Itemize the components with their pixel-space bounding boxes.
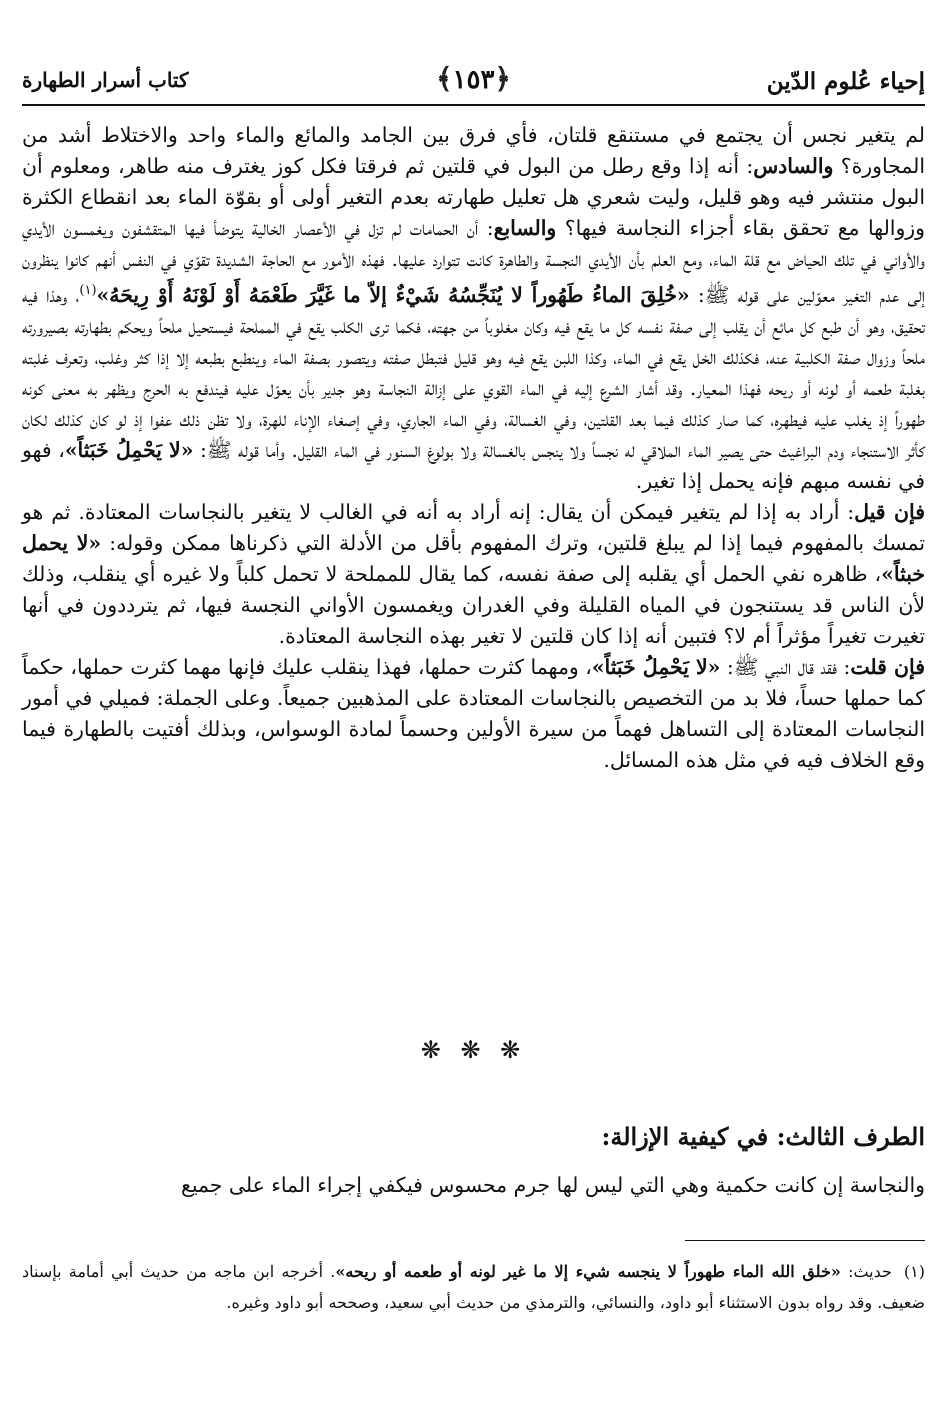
ornament-bracket-icon: ﴿ xyxy=(494,62,511,95)
hadith-quote: «خلق الله الماء طهوراً لا ينجسه شيء إلا ما غير لونه أو طعمه أو ريحه» xyxy=(335,1262,841,1281)
footnote-divider xyxy=(685,1240,925,1241)
chapter-title: كتاب أسرار الطهارة xyxy=(22,68,189,92)
text-run: . أخرجه ابن ماجه من حديث أبي أمامة بإسناد ضعيف. وقد رواه بدون الاستثناء أبو داود، والنسائي، والترمذي من حديث أبي سعيد، وصححه أبو داود وغيره. xyxy=(22,1262,925,1312)
book-title: إحياء عُلوم الدّين xyxy=(766,68,925,95)
page-number xyxy=(436,62,511,95)
footnote-ref[interactable]: (١) xyxy=(79,283,97,298)
ornament-bracket-icon: ﴾ xyxy=(436,62,453,95)
text-run: ، فهو في نفسه مبهم فإنه يحمل إذا تغير. xyxy=(22,437,925,493)
bold-term: فإن قلت xyxy=(850,654,925,679)
bold-term: والسابع xyxy=(493,216,557,240)
main-text xyxy=(22,120,925,776)
text-run: ، ومهما كثرت حملها، فهذا ينقلب عليك فإنها مهما كثرت حملها، حكماً كما حملها حساً، فلا بد من التخصيص بالنجاسات المعتادة على المذهبين جميعاً. وعلى الجملة: فميلي في أمور النجاسات المعتادة إلى التساهل فهماً من سيرة الأولين وحسماً لمادة الوسواس، وبذلك أفتيت بالطهارة فيما وقع الخلاف فيه في مثل هذه المسائل. xyxy=(22,654,925,772)
text-run: : أراد به إذا لم يتغير فيمكن أن يقال: إنه أراد به أنه في الغالب لا يتغير بالنجاسات المعتادة. ثم هو تمسك بالمفهوم فيما إذا لم يبلغ قلتين، وترك المفهوم بأقل من الأدلة التي ذكرناها ممكن وقوله: xyxy=(22,499,926,555)
paragraph-2 xyxy=(22,497,925,652)
page-number-text: ١٥٣ xyxy=(452,65,495,95)
asterism-separator: ❋ ❋ ❋ xyxy=(420,1036,527,1064)
footnote-number: (١) xyxy=(903,1262,926,1281)
hadith-quote: «خُلِقَ الماءُ طَهُوراً لا يُنَجِّسُهُ شَيْءٌ إلاّ ما غَيَّرَ طَعْمَهُ أَوْ لَوْنَهُ أَوْ رِيحَهُ» xyxy=(96,282,690,307)
text-run: : أنه إذا وقع رطل من البول في قلتين ثم فرقتا فكل كوز يغترف منه طاهر، ومعلوم أن البول منتشر فيه وهو قليل، وليت شعري هل تعليل طهارته بعدم التغير أولى أو بقوّة الماء بعد انقطاع الكثرة وزوالها مع تحقق بقاء أجزاء النجاسة فيها؟ xyxy=(22,154,925,240)
hadith-quote: «لا يَحْمِلُ خَبَثاً» xyxy=(591,654,721,679)
text-run: لم يتغير نجس أن يجتمع في مستنقع قلتان، فأي فرق بين الجامد والمائع والماء واحد والاختلاط أشد من المجاورة؟ xyxy=(22,123,925,178)
running-header xyxy=(22,56,925,106)
text-run: ، وهذا فيه تحقيق، وهو أن طبع كل مائع أن يقلب إلى صفة نفسه كل ما يقع فيه وكان مغلوباً من جهته، فكما ترى الكلب يقع في المملحة فيستحيل ملحاً ويحكم بطهارته بصيرورته ملحاً وزوال صفة الكلبية عنه، فكذلك الخل يقع في الماء، وكذا اللبن يقع فيه وهو قليل فتبطل صفته ويتصور بصفة الماء وينطبع بطبعه إلا إذا كثر وغلب، وتعرف غلبته بغلبة طعمه أو لونه أو ريحه فهذا المعيار. وقد أشار الشرع إليه في الماء القوي على إزالة النجاسة وهو جدير بأن يعوّل عليه فيندفع به الحرج ويظهر به معنى كونه طهوراً إذ يغلب عليه فيطهره، كما صار كذلك فيما بعد القلتين، وفي الغسالة، وفي الماء الجاري، وفي إصغاء الإناء للهرة، ولا تظن ذلك عفوا إذ لو كان كذلك لكان كأثر الاستنجاء ودم البراغيث حتى يصير الماء الملاقي له نجساً ولا ينجس بالغسالة ولا بولوغ السنور في الماء القليل. وأما قوله ﷺ: xyxy=(22,282,925,462)
section-title: الطرف الثالث: في كيفية الإزالة: xyxy=(601,1122,925,1151)
bold-term: والسادس xyxy=(753,154,834,178)
text-run: : أن الحمامات لم تزل في الأعصار الخالية يتوضأ فيها المتقشفون ويغمسون الأيدي والأواني في تلك الحياض مع قلة الماء، ومع العلم بأن الأيدي النجسة والطاهرة كانت تتوارد عليها. فهذه الأمور مع الحاجة الشديدة تقوّي في النفس أنهم كانوا ينظرون إلى عدم التغير معوّلين على قوله ﷺ: xyxy=(22,216,925,307)
section-text: والنجاسة إن كانت حكمية وهي التي ليس لها جرم محسوس فيكفي إجراء الماء على جميع xyxy=(180,1173,925,1197)
hadith-quote: «لا يَحْمِلُ خَبَثاً» xyxy=(64,437,194,462)
footnote xyxy=(22,1256,925,1318)
text-run: : فقد قال النبي ﷺ: xyxy=(720,654,851,679)
paragraph-3 xyxy=(22,652,925,776)
text-run: حديث: xyxy=(840,1262,892,1281)
paragraph-1 xyxy=(22,120,925,497)
bold-term: فإن قيل xyxy=(854,499,925,524)
text-run: ، ظاهره نفي الحمل أي يقلبه إلى صفة نفسه، كما يقال للمملحة لا تحمل كلباً ولا غيره أي ينقلب، وذلك لأن الناس قد يستنجون في المياه القليلة وفي الغدران ويغمسون الأواني النجسة فيها، ثم يترددون في أنها تغيرت تغيراً مؤثراً أم لا؟ فتبين أنه إذا كان قلتين لا تغير بهذه النجاسة المعتادة. xyxy=(22,561,925,648)
hadith-quote: «لا يحمل خبثاً» xyxy=(22,530,925,586)
